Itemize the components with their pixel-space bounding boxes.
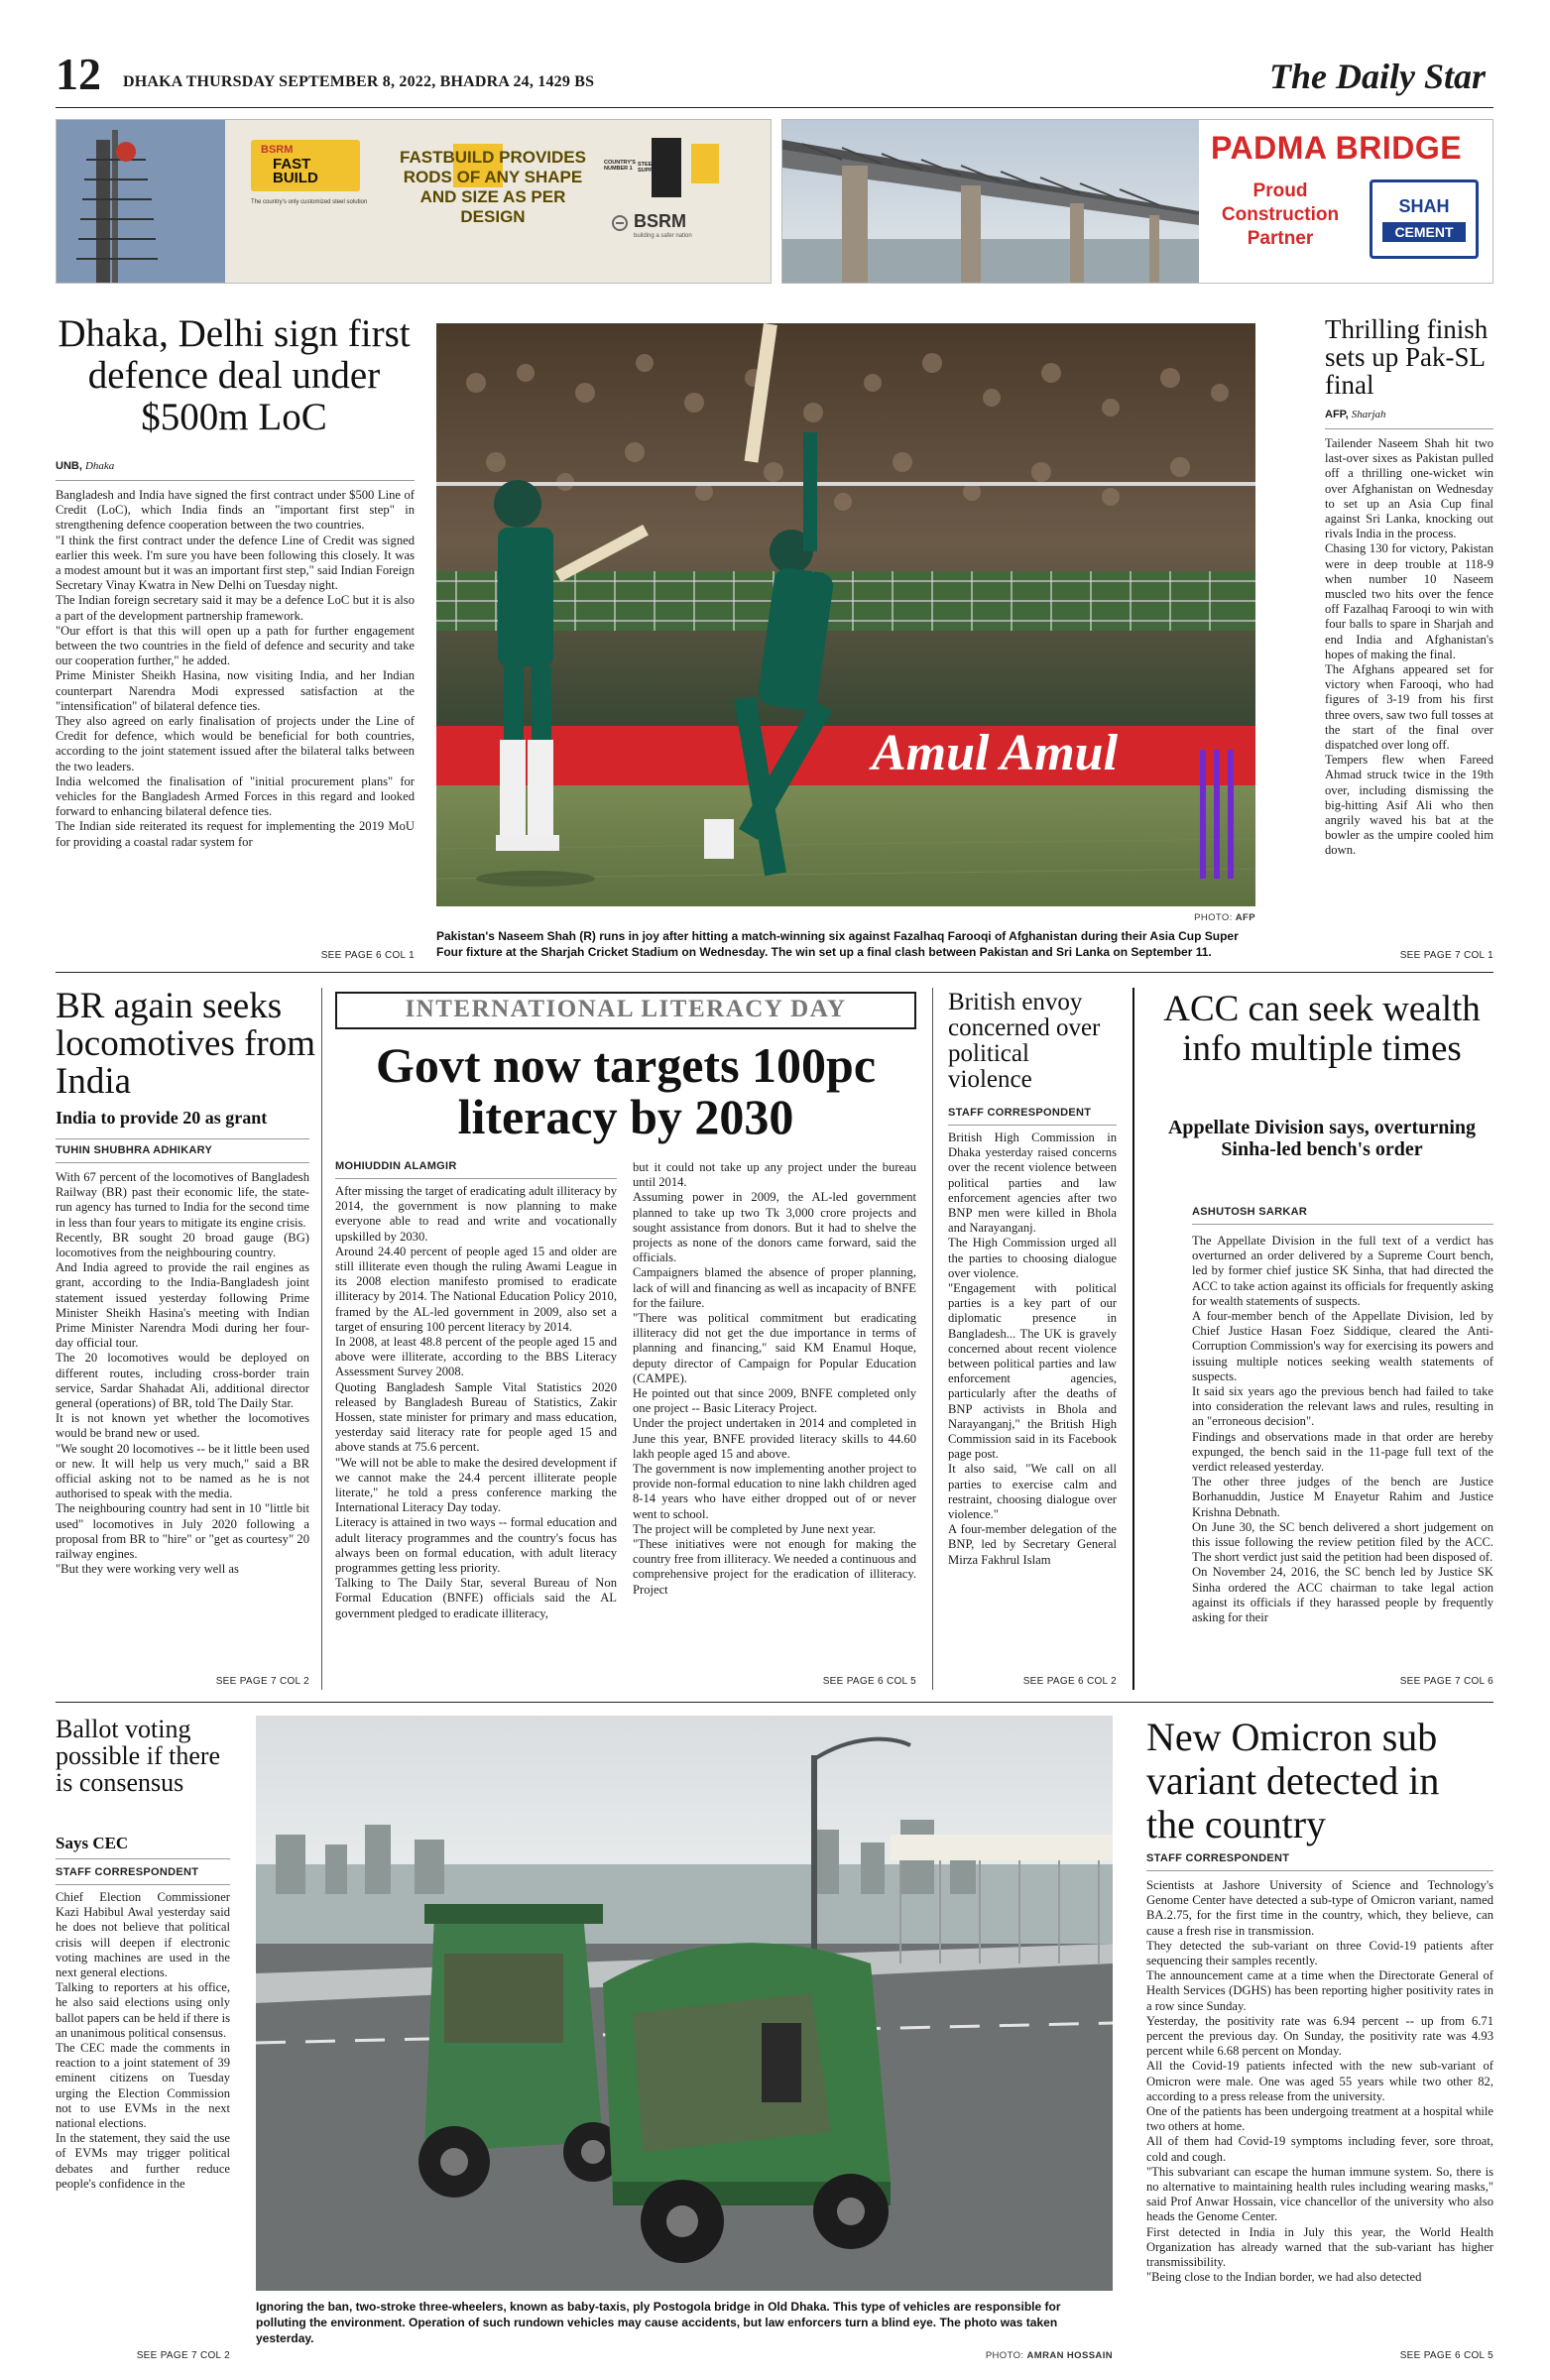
ballot-rule (56, 1884, 230, 1885)
defence-see-page[interactable]: SEE PAGE 6 COL 1 (320, 950, 415, 961)
cricket-byline-place: Sharjah (1351, 409, 1386, 420)
padma-bridge-title: PADMA BRIDGE (1211, 130, 1463, 166)
omicron-see-page[interactable]: SEE PAGE 6 COL 5 (1399, 2350, 1493, 2361)
rail-headline[interactable]: BR again seeks locomotives from India (56, 986, 316, 1102)
literacy-rule (335, 1178, 617, 1179)
literacy-col1: After missing the target of eradicating adult illiteracy by 2014, the government is now planning to make everyone able to read and write and vocationally upskilled by 2030. Around 24.40 percent of people aged 15 and older are still illiterate even though the ruling Awami League in its 2008 election manifesto promised to eradicate illiteracy by 2014. The National Education Policy 2010, framed by the AL-led government in 2009, also set a target of ensuring 100 percent literacy by 2014. In 2008, at least 48.8 percent of the people aged 15 and above were illiterate, according to the BBS Literacy Assessment Survey 2008. Quoting Bangladesh Sample Vital Statistics 2020 released by Bangladesh Bureau of Statistics, Zakir Hossen, state minister for primary and mass education, yesterday said literacy rate for people aged 15 and above stands at 75.6 percent. "We will not be able to make the desired development if we cannot make the 24.4 percent illiterate people literate," he told a press conference marking the International Literacy Day today. Literacy is attained in two ways -- formal education and adult literacy programmes and the country's focus has always been on formal education, with adult literacy programmes getting less priority. Talking to The Daily Star, several Bureau of Non Formal Education (BNFE) officials said the AL government pledged to eradicate illiteracy, (335, 1184, 617, 1620)
shah-logo-word2: CEMENT (1382, 222, 1466, 242)
omicron-rule (1146, 1870, 1493, 1871)
defence-body: Bangladesh and India have signed the first contract under $500 Line of Credit (LoC), which India finds an "important first step" in strengthening defence cooperation between the two countries. "I think the first contract under the defence Line of Credit was signed earlier this week. I'm sure you have been following this closely. It was a modest amount but it was an important first step," said Indian Foreign Secretary Vinay Kwatra in New Delhi on Tuesday night. The Indian foreign secretary said it may be a defence LoC but it is also a part of the development partnership framework. "Our effort is that this will open up a path for further engagement between the two countries in the field of defence and security and take our cooperation further," he added. Prime Minister Sheikh Hasina, now visiting India, and her Indian counterpart Narendra Modi expressed satisfaction at the "intensification" of bilateral defence ties. They also agreed on early finalisation of projects under the Line of Credit for defence, which would be beneficial for both countries, according to the joint statement issued after the bilateral talks between the two leaders. India welcomed the finalisation of "initial procurement plans" for vehicles for the Bangladesh Armed Forces in this regard and looked forward to enhancing bilateral defence ties. The Indian side reiterated its request for implementing the 2019 MoU for providing a coastal radar system for (56, 488, 415, 849)
rail-rule (56, 1162, 309, 1163)
rail-see-page[interactable]: SEE PAGE 7 COL 2 (215, 1676, 309, 1687)
babytaxi-photo (256, 1716, 1113, 2291)
cricket-rule (1325, 428, 1493, 429)
literacy-headline[interactable]: Govt now targets 100pc literacy by 2030 (375, 1037, 877, 1144)
literacy-see-page[interactable]: SEE PAGE 6 COL 5 (822, 1676, 916, 1687)
masthead-logo[interactable]: The Daily Star (1269, 57, 1487, 96)
ballot-byline: STAFF CORRESPONDENT (56, 1866, 199, 1878)
page-number: 12 (56, 49, 101, 99)
cricket-body: Tailender Naseem Shah hit two last-over sixes as Pakistan pulled off a thrilling one-wicket win over Afghanistan on Wednesday to set up an Asia Cup final against Sri Lanka, knocking out rivals India in the process. Chasing 130 for victory, Pakistan were in deep trouble at 118-9 when number 10 Naseem muscled two hits over the fence off Fazalhaq Farooqi to win with four balls to spare in Sharjah and end India and Afghanistan's hopes of making the final. The Afghans appeared set for victory when Farooqi, who had figures of 3-19 from his first three overs, saw two full tosses at the start of the final over dispatched over long off. Tempers flew when Fareed Ahmad struck twice in the 19th over, including dismissing the big-hitting Asif Ali who then angrily waved his bat at the bowler as the umpire cooled him down. (1325, 436, 1493, 858)
babytaxi-photo-credit (893, 2350, 1113, 2361)
bsrm-ad[interactable] (56, 119, 772, 284)
number1-badge: COUNTRY'S NUMBER 1 (604, 160, 636, 172)
cricket-credit-name: AFP (1235, 912, 1255, 923)
shah-logo-word1: SHAH (1398, 196, 1450, 216)
acc-rule (1192, 1224, 1493, 1225)
amul-hoarding: Amul Amul (871, 725, 1119, 781)
bsrm-brand-small: BSRM (261, 144, 294, 156)
ballot-body: Chief Election Commissioner Kazi Habibul Awal yesterday said he does not believe that political crisis will deepen if electronic voting machines are used in the next general elections. Talking to reporters at his office, he also said elections using only ballot papers can be held if there is an unanimous political consensus. The CEC made the comments in reaction to a joint statement of 39 eminent citizens on Tuesday urging the Election Commission not to use EVMs in the next national elections. In the statement, they said the use of EVMs may trigger political debates and further reduce people's confidence in the (56, 1890, 230, 2191)
babytaxi-credit-name: AMRAN HOSSAIN (1026, 2350, 1113, 2361)
header-rule (56, 107, 1493, 108)
cricket-credit-label: PHOTO: (1194, 912, 1233, 923)
envoy-see-page[interactable]: SEE PAGE 6 COL 2 (1022, 1676, 1117, 1687)
rail-byline: TUHIN SHUBHRA ADHIKARY (56, 1144, 213, 1156)
envoy-rule (948, 1125, 1117, 1126)
rail-subhead: India to provide 20 as grant (56, 1108, 268, 1128)
bsrm-logo: BSRM (634, 211, 686, 231)
cricket-photo-credit (1091, 912, 1255, 923)
cricket-caption: Pakistan's Naseem Shah (R) runs in joy after hitting a match-winning six against Fazalhaq Farooqi of Afghanistan during their Asia Cup Super Four fixture at the Sharjah Cricket Stadium on Wednesday. The win set up a final clash between Pakistan and Sri Lanka on September 11. (436, 929, 1239, 959)
shah-ad-line2: Construction (1221, 204, 1340, 225)
acc-byline: ASHUTOSH SARKAR (1192, 1206, 1308, 1218)
fastbuild-headline: FASTBUILD PROVIDES RODS OF ANY SHAPE AND SIZE AS PER DESIGN (400, 148, 586, 226)
cricket-byline-agency: AFP, (1325, 409, 1349, 420)
ballot-rule-top (56, 1858, 230, 1859)
divider-literacy (932, 988, 933, 1690)
cricket-photo-art (436, 323, 1255, 906)
cricket-headline[interactable]: Thrilling finish sets up Pak-SL final (1325, 314, 1489, 400)
acc-see-page[interactable]: SEE PAGE 7 COL 6 (1399, 1676, 1493, 1687)
envoy-body: British High Commission in Dhaka yesterday raised concerns over the recent violence between political parties and law enforcement agencies after two BNP men were killed in Bhola and Narayanganj. The High Commission urged all the parties to choosing dialogue over violence. "Engagement with political parties is a key part of our diplomatic presence in Bangladesh... The UK is gravely concerned about recent violence between political parties and law enforcement agencies, particularly after the deaths of BNP activists in Bhola and Narayanganj," the British High Commission said in its Facebook page post. It also said, "We call on all parties to exercise calm and restraint, choosing dialogue over violence." A four-member delegation of the BNP, led by Secretary General Mirza Fakhrul Islam (948, 1130, 1117, 1567)
defence-rule (56, 480, 415, 481)
omicron-headline[interactable]: New Omicron sub variant detected in the country (1146, 1715, 1440, 1846)
defence-headline[interactable]: Dhaka, Delhi sign first defence deal under $500m LoC (58, 312, 411, 439)
dateline: DHAKA THURSDAY SEPTEMBER 8, 2022, BHADRA 24, 1429 BS (123, 73, 595, 90)
literacy-kicker: INTERNATIONAL LITERACY DAY (405, 996, 847, 1022)
shah-ad-line3: Partner (1247, 228, 1314, 249)
literacy-byline: MOHIUDDIN ALAMGIR (335, 1160, 457, 1172)
rail-rule-top (56, 1138, 309, 1139)
cricket-see-page[interactable]: SEE PAGE 7 COL 1 (1399, 950, 1493, 961)
babytaxi-credit-label: PHOTO: (985, 2350, 1024, 2361)
omicron-body: Scientists at Jashore University of Science and Technology's Genome Center have detected a sub-type of Omicron variant, named BA.2.75, for the first time in the country, which, they believe, can cause a fresh rise in transmission. They detected the sub-variant on three Covid-19 patients after sequencing their samples recently. The announcement came at a time when the Directorate General of Health Services (DGHS) has been reporting higher positivity rates in a row since Sunday. Yesterday, the positivity rate was 6.94 percent -- up from 6.71 percent the previous day. On Sunday, the positivity rate was 4.93 percent while 6.68 percent on Monday. All the Covid-19 patients infected with the new sub-variant of Omicron were male. One was aged 55 years while two other 82, according to a press release from the university. One of the patients has been undergoing treatment at a hospital while two others at home. All of them had Covid-19 symptoms including fever, sore throat, cold and cough. "This subvariant can escape the human immune system. So, there is no alternative to maintaining health rules including wearing masks," said Prof Anwar Hossain, vice chancellor of the university who also heads the Genome Center. First detected in India in July this year, the World Health Organization has already warned that the sub-variant has higher transmissibility. "Being close to the Indian border, we had also detected (1146, 1878, 1493, 2285)
ballot-headline[interactable]: Ballot voting possible if there is consensus (56, 1715, 221, 1797)
babytaxi-photo-art (256, 1716, 1113, 2291)
defence-byline (56, 460, 114, 472)
bsrm-logo-sub: building a safer nation (634, 233, 692, 239)
babytaxi-caption: Ignoring the ban, two-stroke three-wheelers, known as baby-taxis, ply Postogola bridge in Old Dhaka. This type of vehicles are responsible for polluting the environment. Operation of such rundown vehicles may cause accidents, but law enforcers turn a blind eye. The photo was taken yesterday. (256, 2300, 1061, 2345)
section-rule-1 (56, 972, 1493, 973)
envoy-byline: STAFF CORRESPONDENT (948, 1107, 1092, 1119)
section-rule-2 (56, 1702, 1493, 1703)
literacy-col2: but it could not take up any project under the bureau until 2014. Assuming power in 2009, the AL-led government planned to take up two Tk 3,000 crore projects and sought assistance from donors. But it had to shelve the projects as none of the donors came forward, said the officials. Campaigners blamed the absence of proper planning, lack of will and financing as well as incapacity of BNFE for the failure. "There was political commitment but eradicating illiteracy did not get the due importance in terms of planning and financing," said KM Enamul Hoque, deputy director of Campaign for Popular Education (CAMPE). He pointed out that since 2009, BNFE completed only one project -- Basic Literacy Project. Under the project undertaken in 2014 and completed in June this year, BNFE provided literacy skills to 44.60 lakh people aged 15 and above. The government is now implementing another project to provide non-formal education to nine lakh children aged 8-14 years who have either dropped out of or never went to school. The project will be completed by June next year. "These initiatives were not enough for making the country free from illiteracy. We needed a continuous and comprehensive project for the eradication of illiteracy. Project (633, 1160, 916, 1597)
bsrm-tagline-small: The country's only customized steel solution (251, 199, 368, 205)
defence-byline-agency: UNB, (56, 460, 82, 472)
fastbuild-product: FAST BUILD (273, 156, 318, 186)
envoy-headline[interactable]: British envoy concerned over political violence (948, 989, 1101, 1093)
shah-cement-logo (1370, 179, 1479, 259)
cricket-byline (1325, 409, 1386, 420)
acc-body: The Appellate Division in the full text of a verdict has overturned an order delivered by a Supreme Court bench, led by former chief justice SK Sinha, that had directed the ACC to take action against its officials for frequently asking for wealth statements of suspects. A four-member bench of the Appellate Division, led by Chief Justice Hasan Foez Siddique, cleared the Anti-Corruption Commission's way for exercising its powers and issuing multiple notices seeking wealth statements of suspects. It said six years ago the previous bench had failed to take into consideration the relevant laws and rules, resulting in an "erroneous decision". Findings and observations made in that order are hereby expunged, the bench said in the 11-page full text of the verdict released yesterday. The other three judges of the bench are Justice Borhanuddin, Justice M Enayetur Rahim and Justice Krishna Debnath. On June 30, the SC bench delivered a short judgement on this issue following the review petition filed by the ACC. The short verdict just said the petition had been disposed of. On November 24, 2016, the SC bench led by Justice SK Sinha ordered the ACC chairman to take legal action against its officials if they harassed people by frequently asking for their (1192, 1234, 1493, 1625)
acc-subhead: Appellate Division says, overturning Sinha-led bench's order (1167, 1117, 1477, 1160)
shah-cement-ad[interactable] (781, 119, 1493, 284)
divider-envoy (1133, 988, 1134, 1690)
bsrm-logo-icon (612, 215, 628, 231)
divider-rail (321, 988, 322, 1690)
defence-byline-place: Dhaka (84, 460, 115, 472)
rail-body: With 67 percent of the locomotives of Bangladesh Railway (BR) past their economic life, the state-run agency has turned to India for the second time in less than four years to mitigate its engine crisis. Recently, BR sought 20 broad gauge (BG) locomotives from the neighbouring country. And India agreed to provide the rail engines as grant, according to the India-Bangladesh joint statement issued yesterday following Prime Minister Sheikh Hasina's meeting with Indian Prime Minister Narendra Modi during her four-day official tour. The 20 locomotives would be deployed on different routes, including cross-border train service, Sardar Shahadat Ali, additional director general (operations) of BR, told The Daily Star. It is not known yet whether the locomotives would be brand new or used. "We sought 20 locomotives -- be it little been used or new. It will help us very much," said a BR official asking not to be named as he is not authorised to speak with the media. The neighbouring country had sent in 10 "little bit used" locomotives in July 2020 following a proposal from BR to "hire" or "get as courtesy" 20 railway engines. "But they were working very well as (56, 1170, 309, 1577)
supplier-badge: STEEL SUPPLIER (638, 162, 665, 174)
acc-headline[interactable]: ACC can seek wealth info multiple times (1163, 989, 1481, 1069)
cricket-photo (436, 323, 1255, 906)
omicron-byline: STAFF CORRESPONDENT (1146, 1852, 1290, 1864)
ballot-subhead: Says CEC (56, 1834, 129, 1852)
ballot-see-page[interactable]: SEE PAGE 7 COL 2 (136, 2350, 230, 2361)
shah-ad-line1: Proud (1252, 180, 1308, 201)
